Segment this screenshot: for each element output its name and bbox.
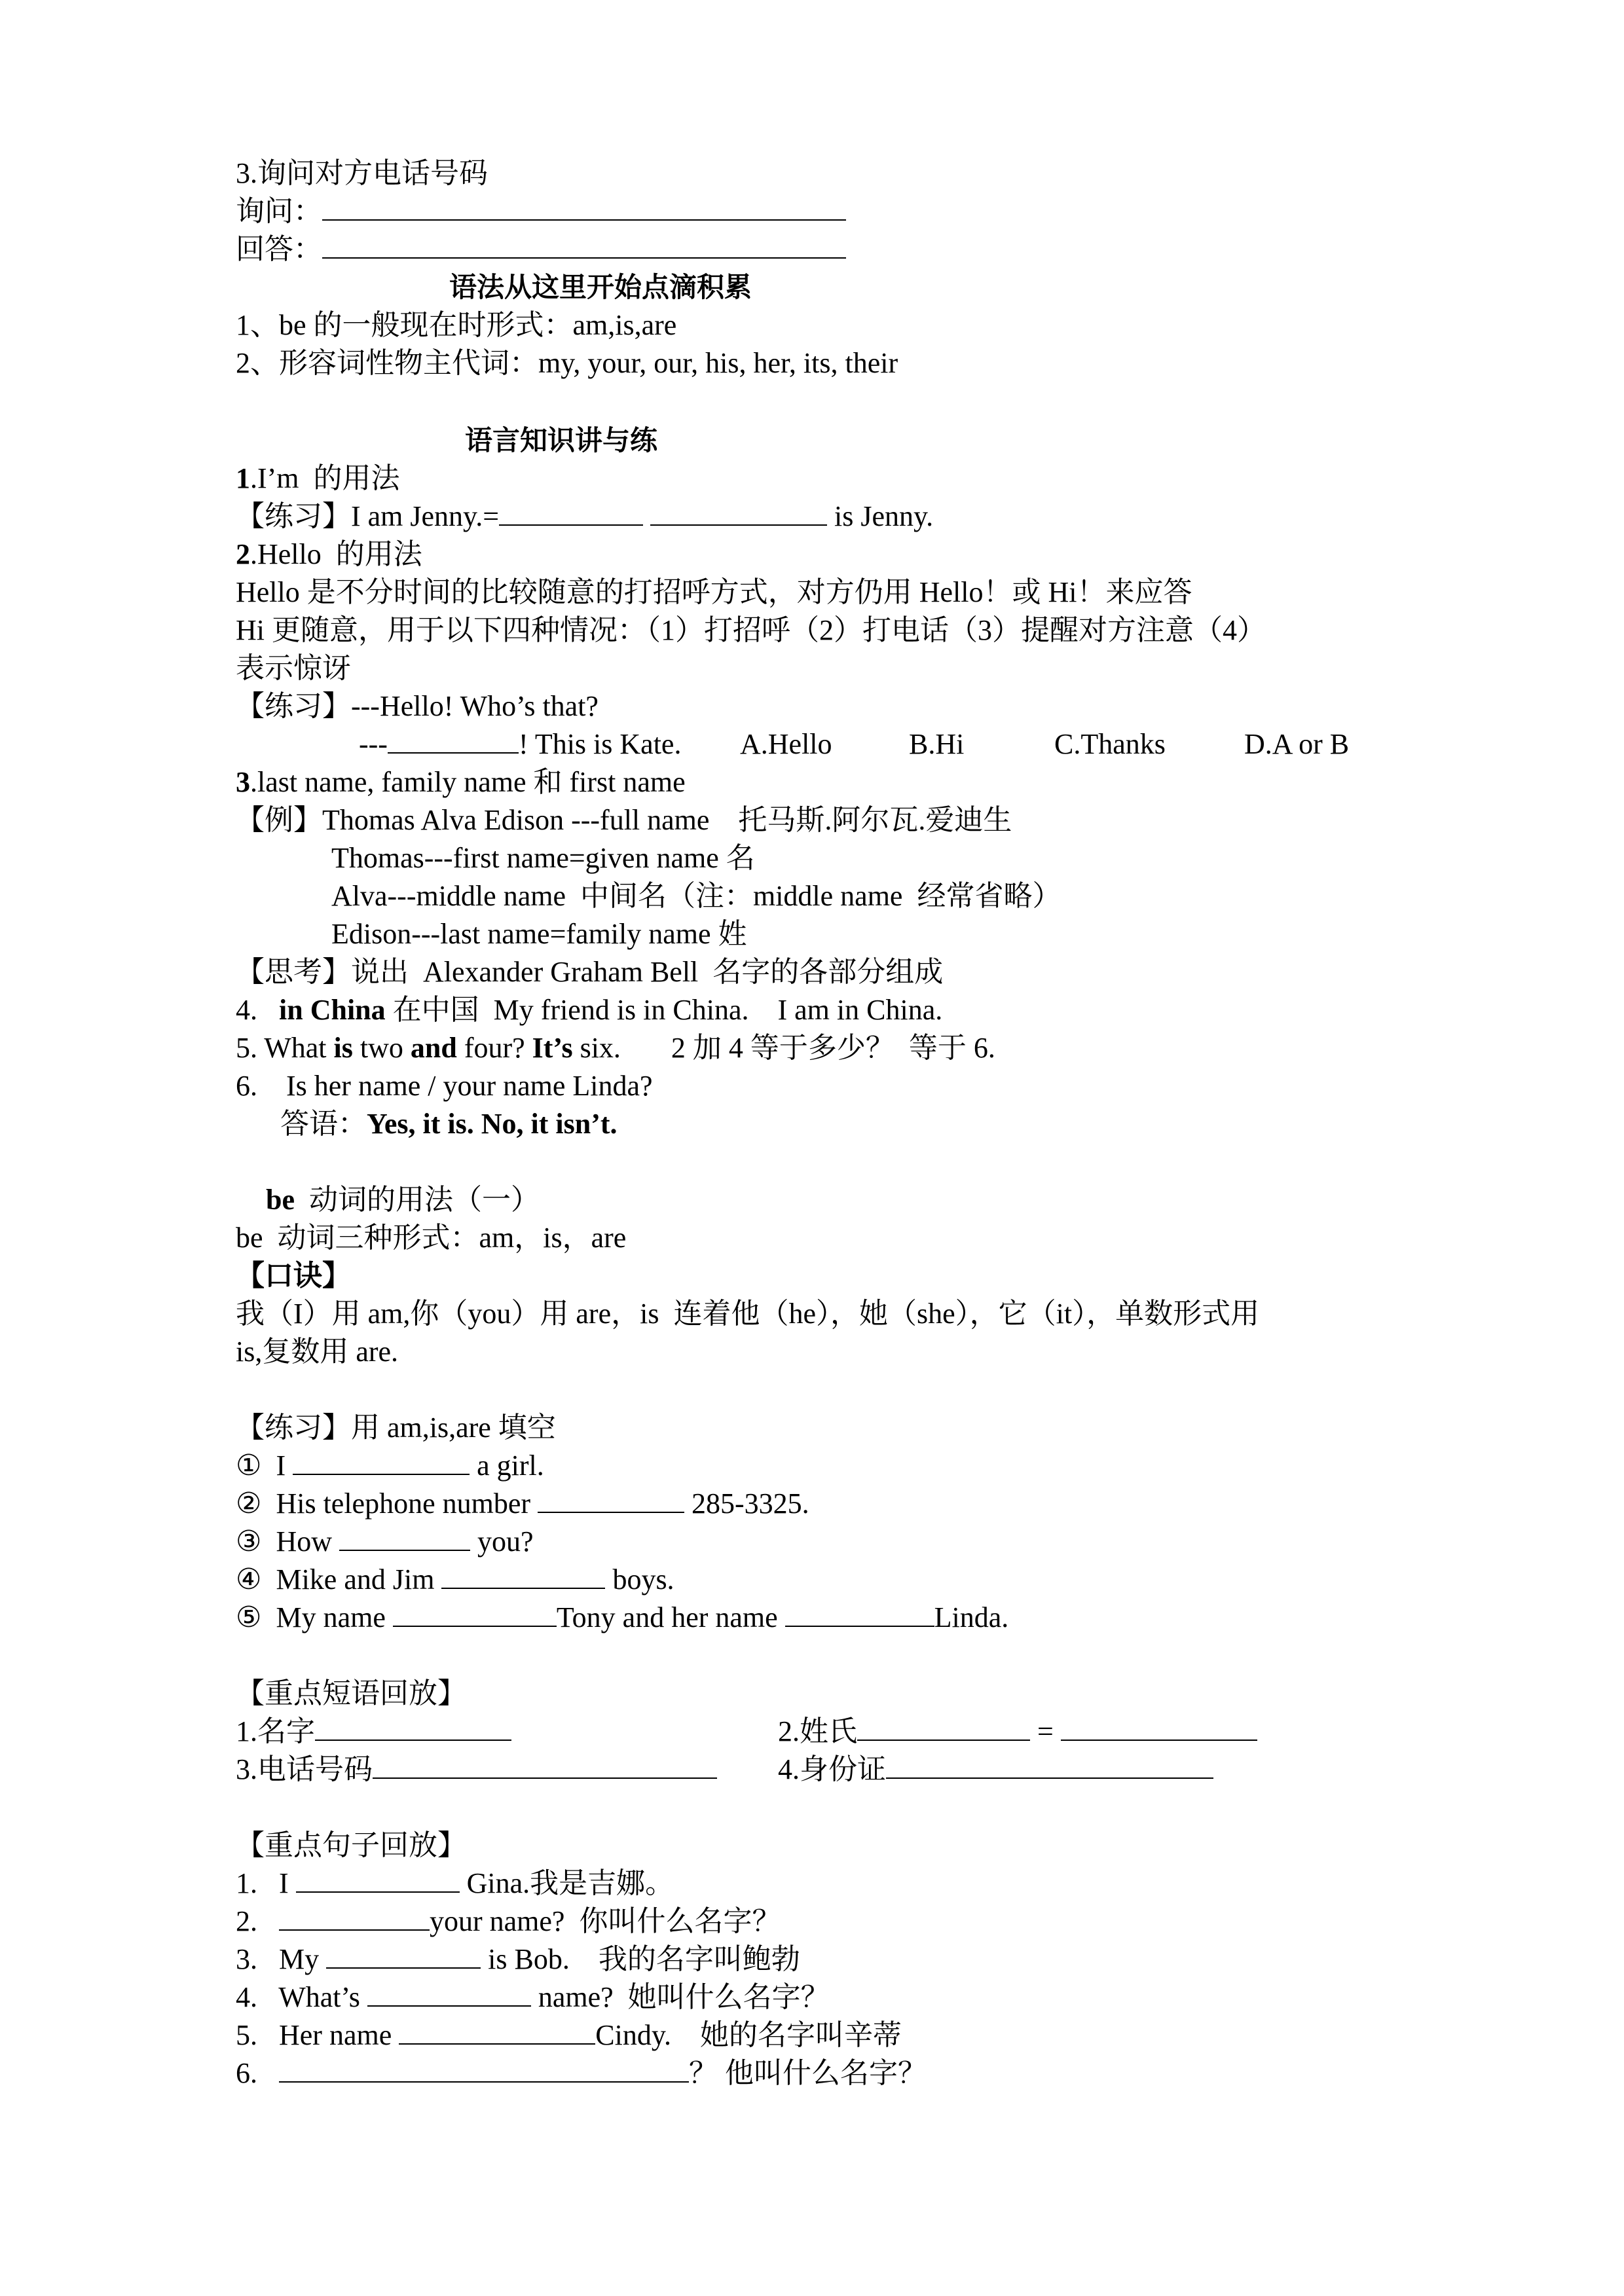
sentence-1: 1. I Gina.我是吉娜。 [236,1865,674,1903]
phone-section-title: 3.询问对方电话号码 [236,157,488,189]
point-3-example: 【例】Thomas Alva Edison ---full name 托马斯.阿尔瓦.爱迪生 [236,804,1012,836]
point-1-exercise: 【练习】I am Jenny.= is Jenny. [236,498,933,536]
exercise-blank[interactable] [538,1485,684,1513]
phone-ask-line: 询问： [236,192,846,230]
knowledge-heading: 语言知识讲与练 [465,424,658,456]
be-exercise-4: ④ Mike and Jim boys. [236,1561,674,1599]
option-a[interactable]: A.Hello [740,728,832,760]
rhyme-line-1: 我（I）用 am,你（you）用 are，is 连着他（he），她（she），它（it），单数形式用 [236,1298,1260,1330]
phrase-blank[interactable] [315,1713,511,1741]
grammar-item-1: 1、be 的一般现在时形式：am,is,are [236,309,677,341]
exercise-blank[interactable] [785,1599,934,1627]
be-forms: be 动词三种形式：am，is，are [236,1222,627,1254]
point-2-line-1: Hello 是不分时间的比较随意的打招呼方式，对方仍用 Hello！或 Hi！来应答 [236,576,1192,608]
point-6-answer: 答语：Yes, it is. No, it isn’t. [280,1108,618,1140]
be-usage-heading: be 动词的用法（一） [266,1184,540,1216]
grammar-heading: 语法从这里开始点滴积累 [449,271,752,303]
be-exercise-1: ① I a girl. [236,1447,544,1485]
option-b[interactable]: B.Hi [909,728,965,760]
point-2-exercise-a: --- ! This is Kate. [359,725,681,763]
be-exercise-3: ③ How you? [236,1523,534,1561]
phrase-blank[interactable] [1061,1713,1257,1741]
phrase-4: 4.身份证 [778,1751,1213,1789]
point-2-exercise-q: 【练习】---Hello! Who’s that? [236,690,599,722]
rhyme-label: 【口诀】 [236,1260,351,1292]
sentence-blank[interactable] [367,1979,531,2007]
sentence-3: 3. My is Bob. 我的名字叫鲍勃 [236,1941,800,1978]
sentence-2: 2. your name? 你叫什么名字？ [236,1903,781,1941]
sentences-title: 【重点句子回放】 [236,1829,466,1861]
exercise-blank[interactable] [339,1523,470,1551]
phrase-blank[interactable] [373,1751,717,1779]
ask-blank[interactable] [322,193,846,221]
sentence-blank[interactable] [399,2017,595,2045]
option-c[interactable]: C.Thanks [1054,728,1166,760]
sentence-4: 4. What’s name? 她叫什么名字？ [236,1978,830,2016]
point-2-line-2: Hi 更随意，用于以下四种情况：（1）打招呼（2）打电话（3）提醒对方注意（4） [236,614,1266,646]
exercise-blank[interactable] [393,1599,557,1627]
sentence-5: 5. Her name Cindy. 她的名字叫辛蒂 [236,2016,902,2054]
phrases-title: 【重点短语回放】 [236,1677,466,1709]
exercise-blank[interactable] [650,498,827,526]
phrase-blank[interactable] [886,1751,1213,1779]
point-2-line-3: 表示惊讶 [236,652,351,684]
be-exercise-5: ⑤ My name Tony and her name Linda. [236,1599,1008,1637]
sentence-6: 6. ？ 他叫什么名字？ [236,2054,927,2092]
point-2-title: 2.Hello 的用法 [236,538,422,570]
point-5: 5. What is two and four? It’s six. 2 加 4 等于多少？ 等于 6. [236,1032,995,1064]
point-3-title: 3.last name, family name 和 first name [236,766,686,798]
phrase-1: 1.名字 [236,1713,511,1751]
sentence-blank[interactable] [296,1865,460,1893]
sentence-blank[interactable] [326,1941,481,1969]
be-exercise-title: 【练习】用 am,is,are 填空 [236,1412,556,1444]
point-4: 4. in China 在中国 My friend is in China. I am in China. [236,994,943,1026]
point-6: 6. Is her name / your name Linda? [236,1070,653,1102]
point-3-line-2: Alva---middle name 中间名（注：middle name 经常省略） [331,880,1061,912]
option-d[interactable]: D.A or B [1244,728,1350,760]
exercise-blank[interactable] [499,498,643,526]
phone-answer-line: 回答： [236,230,846,268]
exercise-blank[interactable] [293,1448,470,1475]
answer-blank[interactable] [322,231,846,259]
sentence-blank[interactable] [279,1903,430,1931]
phrase-3: 3.电话号码 [236,1751,717,1789]
grammar-item-2: 2、形容词性物主代词：my, your, our, his, her, its, their [236,347,898,379]
sentence-blank[interactable] [279,2055,689,2083]
phrase-2: 2.姓氏 = [778,1713,1257,1751]
exercise-blank[interactable] [388,726,519,754]
be-exercise-2: ② His telephone number 285-3325. [236,1485,809,1523]
point-3-think: 【思考】说出 Alexander Graham Bell 名字的各部分组成 [236,956,944,988]
point-3-line-1: Thomas---first name=given name 名 [331,842,755,874]
point-3-line-3: Edison---last name=family name 姓 [331,918,747,950]
phrase-blank[interactable] [857,1713,1030,1741]
point-1-title: 1.I’m 的用法 [236,462,400,494]
exercise-blank[interactable] [441,1561,605,1589]
rhyme-line-2: is,复数用 are. [236,1336,399,1368]
